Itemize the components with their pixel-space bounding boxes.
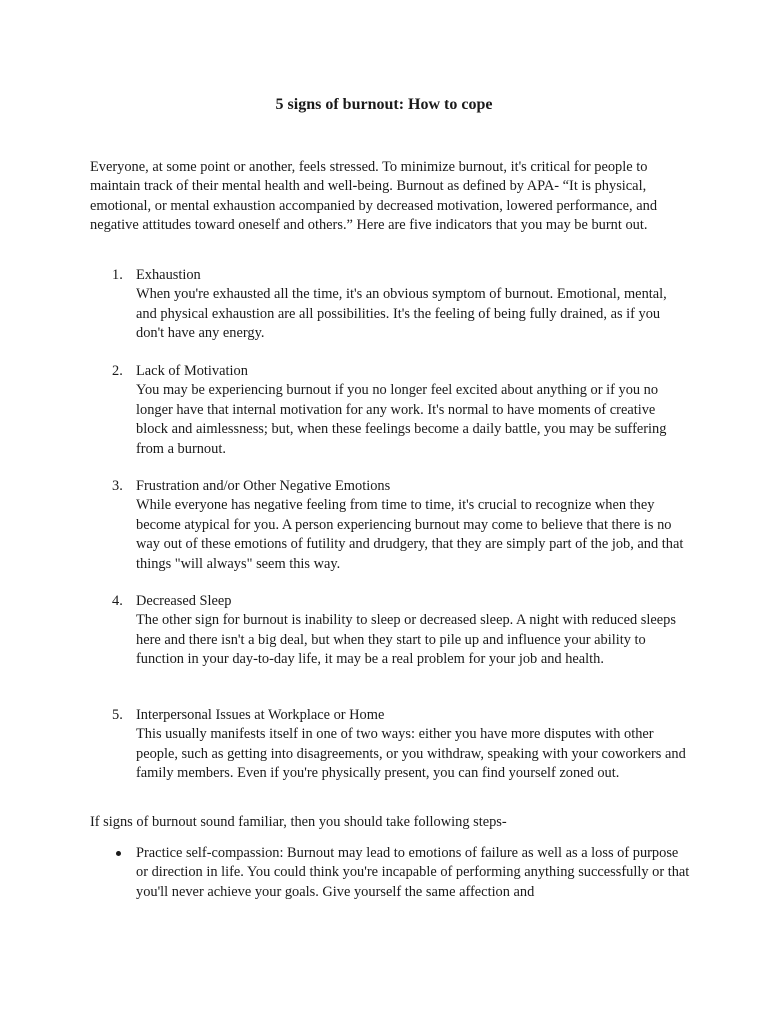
list-item-heading: Frustration and/or Other Negative Emotions bbox=[136, 478, 391, 494]
bullet-item-self-compassion bbox=[112, 844, 690, 902]
list-number: 1. bbox=[112, 267, 123, 283]
list-item-decreased-sleep bbox=[112, 592, 690, 670]
list-number: 4. bbox=[112, 593, 123, 609]
list-item-lack-of-motivation bbox=[112, 362, 690, 459]
intro-paragraph: Everyone, at some point or another, feels stressed. To minimize burnout, it's critical for people to maintain track of their mental health and well-being. Burnout as defined by APA- “It is physical, emotional, or mental exhaustion accompanied by decreased motivation, lowered performance, and negative attitudes toward oneself and others.” Here are five indicators that you may be burnt out. bbox=[90, 159, 658, 234]
list-item-heading: Lack of Motivation bbox=[136, 363, 248, 379]
list-item-heading: Decreased Sleep bbox=[136, 593, 232, 609]
list-item-body: When you're exhausted all the time, it's an obvious symptom of burnout. Emotional, mental, and physical exhaustion are all possibilities. It's the feeling of being fully drained, as if you don't have any energy. bbox=[136, 286, 667, 342]
list-item-exhaustion bbox=[112, 266, 690, 344]
closing-paragraph: If signs of burnout sound familiar, then you should take following steps- bbox=[90, 814, 507, 830]
list-item-heading: Interpersonal Issues at Workplace or Home bbox=[136, 707, 385, 723]
document-title: 5 signs of burnout: How to cope bbox=[275, 96, 493, 113]
list-number: 3. bbox=[112, 478, 123, 494]
list-item-frustration bbox=[112, 477, 690, 574]
list-item-body: This usually manifests itself in one of two ways: either you have more disputes with other people, such as getting into disagreements, or you withdraw, speaking with your coworkers and family members. Even if you're physically present, you can find yourself zoned out. bbox=[136, 726, 686, 782]
bullet-item-text: Practice self-compassion: Burnout may lead to emotions of failure as well as a loss of purpose or direction in life. You could think you're incapable of performing anything successfully or that you'll never achieve your goals. Give yourself the same affection and bbox=[136, 845, 690, 900]
list-number: 2. bbox=[112, 363, 123, 379]
list-item-interpersonal-issues bbox=[112, 706, 690, 784]
list-item-body: While everyone has negative feeling from time to time, it's crucial to recognize when they become atypical for you. A person experiencing burnout may come to believe that there is no way out of these emotions of futility and drudgery, that they are simply part of the job, and that things "will always" seem this way. bbox=[136, 497, 684, 572]
bullet-icon bbox=[116, 851, 121, 856]
list-number: 5. bbox=[112, 707, 123, 723]
list-item-heading: Exhaustion bbox=[136, 267, 201, 283]
list-item-body: The other sign for burnout is inability to sleep or decreased sleep. A night with reduced sleeps here and there isn't a big deal, but when they start to pile up and influence your ability to function in your day-to-day life, it may be a real problem for your job and health. bbox=[136, 612, 676, 668]
list-item-body: You may be experiencing burnout if you no longer feel excited about anything or if you no longer have that internal motivation for any work. It's normal to have moments of creative block and aimlessness; but, when these feelings become a daily battle, you may be suffering from a burnout. bbox=[136, 382, 667, 457]
